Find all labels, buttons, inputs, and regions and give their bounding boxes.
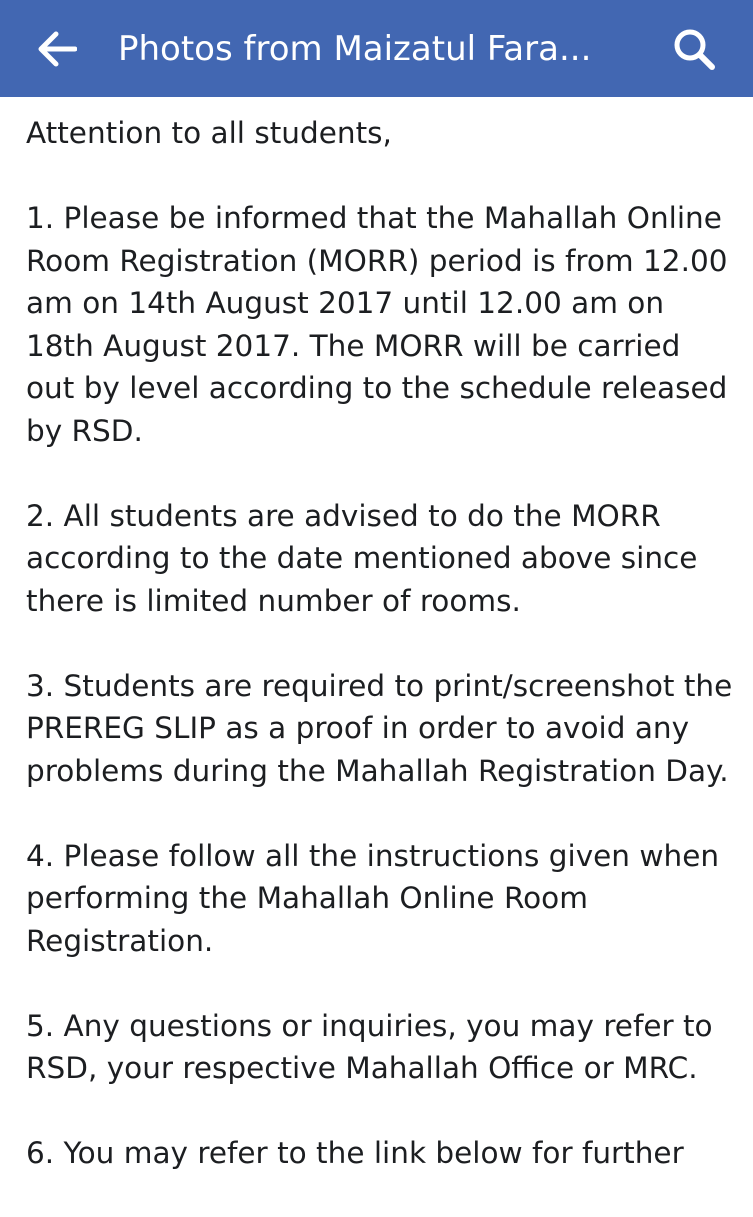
- post-item-1: 1. Please be informed that the Mahallah Online Room Registration (MORR) period is from 12.00 am on 14th August 2017 until 12.00 am on 18th August 2017. The MORR will be carried out by level according to the schedule released by RSD.: [26, 201, 728, 448]
- post-item-2: 2. All students are advised to do the MORR according to the date mentioned above since there is limited number of rooms.: [26, 498, 698, 618]
- page-title: Photos from Maizatul Fara...: [118, 29, 592, 69]
- arrow-left-icon: [37, 31, 77, 67]
- search-button[interactable]: [664, 20, 724, 78]
- post-item-5: 5. Any questions or inquiries, you may refer to RSD, your respective Mahallah Office or MRC.: [26, 1008, 713, 1085]
- post-item-4: 4. Please follow all the instructions given when performing the Mahallah Online Room Registration.: [26, 838, 720, 958]
- post-item-6: 6. You may refer to the link below for further: [26, 1136, 684, 1170]
- post-greeting: Attention to all students,: [26, 116, 392, 150]
- post-item-3: 3. Students are required to print/screenshot the PREREG SLIP as a proof in order to avoid any problems during the Mahallah Registration Day.: [26, 668, 733, 788]
- back-button[interactable]: [30, 22, 84, 76]
- search-icon: [671, 26, 717, 72]
- top-app-bar: [0, 0, 753, 97]
- post-text: [26, 112, 738, 1217]
